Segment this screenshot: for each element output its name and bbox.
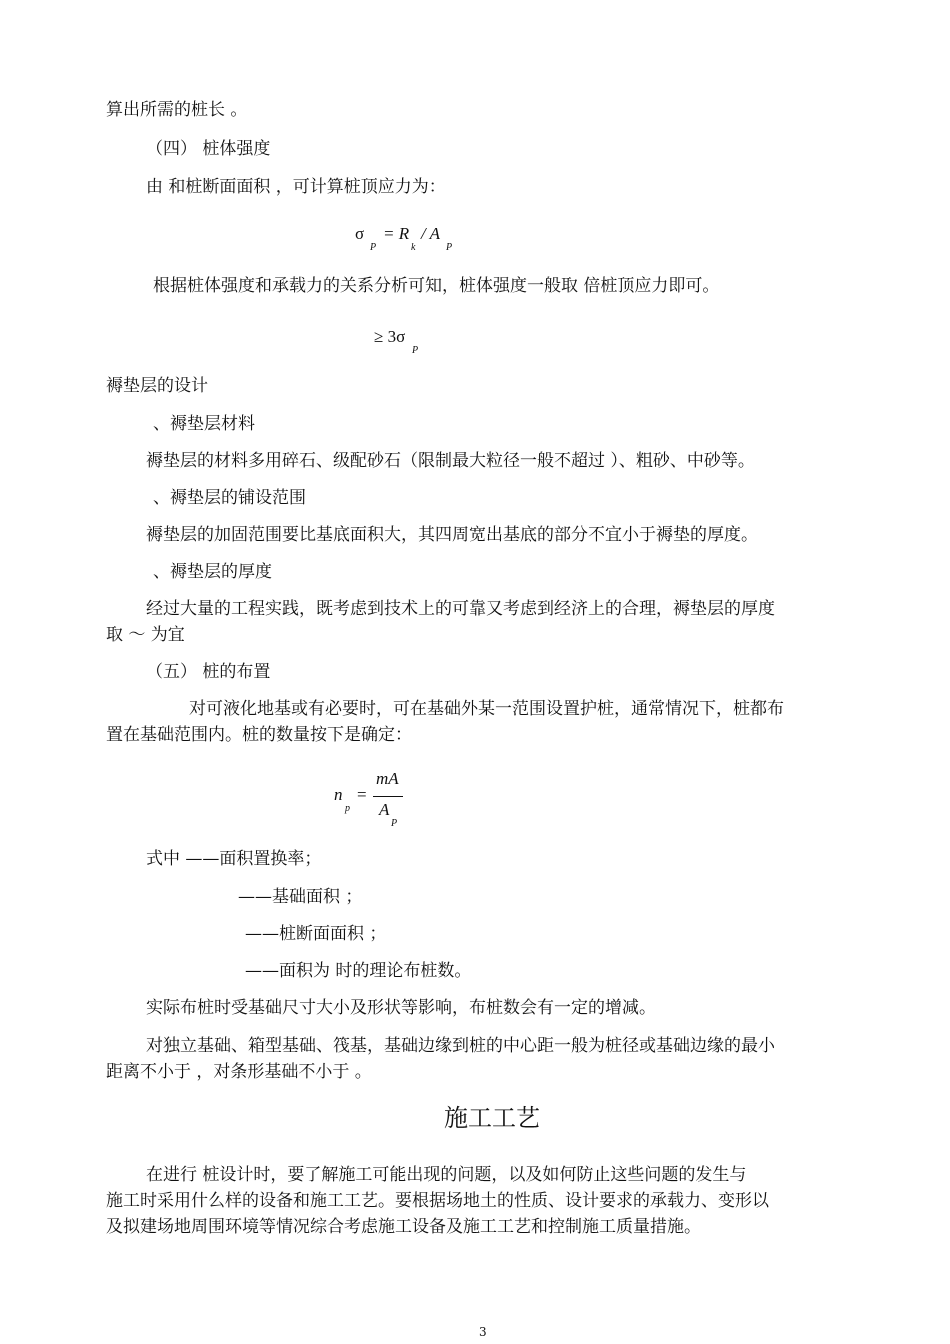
subsection-title: 、褥垫层的铺设范围 (153, 488, 306, 508)
formula-part: n (334, 785, 343, 804)
formula-subscript: P (412, 345, 419, 356)
text-line: 褥垫层的材料多用碎石、级配砂石（限制最大粒径一般不超过 ）、粗砂、中砂等。 (146, 451, 755, 471)
formula-subscript: k (411, 242, 416, 253)
formula-subscript: P (391, 818, 398, 829)
subsection-title: 、褥垫层材料 (153, 414, 255, 434)
formula-subscript: P (370, 242, 377, 253)
formula-part: ≥ 3σ (374, 327, 406, 346)
fraction-bar (373, 796, 403, 797)
formula-part: / A (421, 224, 441, 243)
text-line: 根据桩体强度和承载力的关系分析可知，桩体强度一般取 倍桩顶应力即可。 (153, 276, 720, 296)
section-title: 褥垫层的设计 (106, 376, 208, 396)
text-line: 对可液化地基或有必要时，可在基础外某一范围设置护桩，通常情况下，桩都布 (189, 699, 784, 719)
text-line: 实际布桩时受基础尺寸大小及形状等影响，布桩数会有一定的增减。 (146, 998, 656, 1018)
text-line: 及拟建场地周围环境等情况综合考虑施工设备及施工工艺和控制施工质量措施。 (106, 1217, 701, 1237)
formula-part: = R (383, 224, 410, 243)
subsection-title: （四） 桩体强度 (146, 139, 271, 159)
text-line: ——面积为 时的理论布桩数。 (245, 961, 472, 981)
subsection-title: 、褥垫层的厚度 (153, 562, 272, 582)
text-line: 施工时采用什么样的设备和施工工艺。要根据场地土的性质、设计要求的承载力、变形以 (106, 1191, 769, 1211)
section-heading: 施工工艺 (444, 1104, 540, 1132)
text-line: ——基础面积 ； (238, 887, 363, 907)
text-line: 对独立基础、箱型基础、筏基，基础边缘到桩的中心距一般为桩径或基础边缘的最小 (146, 1036, 775, 1056)
text-line: 在进行 桩设计时，要了解施工可能出现的问题，以及如何防止这些问题的发生与 (146, 1165, 747, 1185)
formula-numerator: mA (376, 769, 399, 788)
formula-part: = (357, 785, 367, 804)
formula-subscript: P (446, 242, 453, 253)
formula-symbol: σ (355, 224, 365, 243)
text-line: ——桩断面面积 ； (245, 924, 387, 944)
text-line: 由 和桩断面面积 ，可计算桩顶应力为： (146, 177, 446, 197)
formula-denominator: A (379, 800, 390, 819)
text-line: 褥垫层的加固范围要比基底面积大，其四周宽出基底的部分不宜小于褥垫的厚度。 (146, 525, 758, 545)
page-number: 3 (479, 1325, 487, 1339)
text-line: 式中 ——面积置换率； (146, 849, 322, 869)
text-line: 取 ～ 为宜 (106, 625, 185, 645)
text-line: 算出所需的桩长 。 (106, 100, 248, 120)
text-line: 置在基础范围内。桩的数量按下是确定： (106, 725, 412, 745)
subsection-title: （五） 桩的布置 (146, 662, 271, 682)
text-line: 经过大量的工程实践，既考虑到技术上的可靠又考虑到经济上的合理，褥垫层的厚度 (146, 599, 775, 619)
formula-subscript: p (345, 803, 350, 814)
text-line: 距离不小于 ，对条形基础不小于 。 (106, 1062, 372, 1082)
